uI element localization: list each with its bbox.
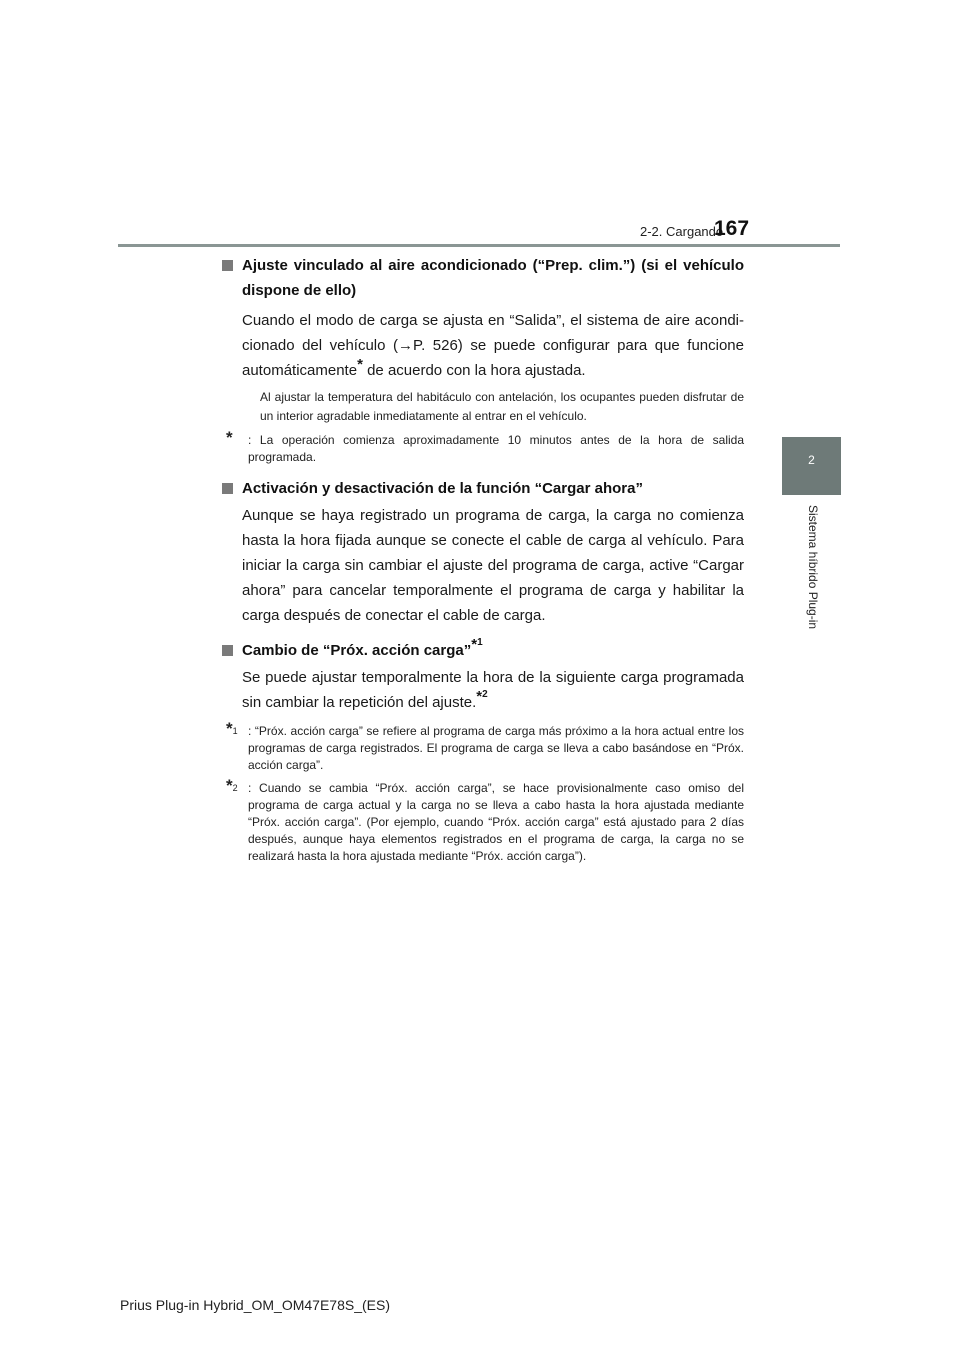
chapter-number: 2 bbox=[808, 453, 815, 467]
section-body bbox=[242, 308, 744, 383]
footnote-marker: * bbox=[226, 428, 233, 447]
footnote-number: 1 bbox=[477, 637, 483, 648]
document-footer: Prius Plug-in Hybrid_OM_OM47E78S_(ES) bbox=[120, 1297, 390, 1313]
footnote-marker bbox=[226, 720, 238, 740]
body-text: de acuerdo con la hora ajustada. bbox=[362, 362, 586, 379]
section-title: 2-2. Cargando bbox=[640, 224, 724, 239]
footnote-star: * bbox=[226, 719, 233, 738]
section-body: Aunque se haya registrado un programa de carga, la carga no comienza hasta la hora fijada aunque se conecte el cable de carga al vehículo. Para iniciar la carga sin cambiar el ajuste del programa de carga, active “Cargar ahora” para cancelar temporalmente el programa de carga y habilitar la carga después de conectar el cable de carga. bbox=[242, 507, 744, 624]
page-number: 167 bbox=[714, 217, 750, 240]
section-body bbox=[242, 665, 744, 715]
footnote bbox=[226, 428, 744, 466]
page-reference[interactable]: P. 526) se puede configurar para que funcione automáticamente bbox=[242, 337, 744, 379]
section-heading bbox=[218, 638, 744, 663]
page-content bbox=[218, 253, 744, 865]
square-bullet-icon bbox=[222, 645, 233, 656]
header-divider bbox=[118, 244, 840, 247]
body-text: Se puede ajustar temporalmente la hora de la siguiente carga programada sin cambiar la repetición del ajuste. bbox=[242, 669, 744, 711]
footnote-number: 2 bbox=[232, 783, 238, 793]
section-heading bbox=[218, 253, 744, 303]
footnote-marker: * bbox=[357, 356, 363, 373]
square-bullet-icon bbox=[222, 483, 233, 494]
section-heading bbox=[218, 476, 744, 501]
body-text: Cuando el modo de carga se ajusta en “Salida”, el sistema de aire acondi-cionado del vehículo ( bbox=[242, 312, 744, 354]
footnote-marker bbox=[226, 777, 238, 797]
section-heading-text: Activación y desactivación de la función “Cargar ahora” bbox=[242, 480, 643, 497]
footnote bbox=[226, 776, 744, 865]
footnote-text: : Cuando se cambia “Próx. acción carga”, se hace provisionalmente caso omiso del programa de carga actual y la carga no se lleva a cabo hasta la hora ajustada mediante “Próx. acción carga”. (Por ejemplo, cuando “Próx. acción carga” está ajustado para 2 días después, aunque haya elementos registrados en el programa de carga, la carga no se realizará hasta la hora ajustada mediante “Próx. acción carga”). bbox=[248, 781, 744, 863]
square-bullet-icon bbox=[222, 260, 233, 271]
arrow-icon: → bbox=[398, 337, 414, 354]
section-heading-text: Cambio de “Próx. acción carga” bbox=[242, 642, 472, 659]
footnote-text: : La operación comienza aproximadamente 10 minutos antes de la hora de salida programada. bbox=[248, 433, 744, 464]
footnote-text: : “Próx. acción carga” se refiere al programa de carga más próximo a la hora actual entre los programas de carga registrados. El programa de carga se lleva a cabo basándose en “Próx. acción carga”. bbox=[248, 724, 744, 772]
section-heading-text: Ajuste vinculado al aire acondicionado (“Prep. clim.”) (si el vehículo dispone de ello) bbox=[242, 257, 744, 299]
footnote-marker: * bbox=[471, 636, 478, 653]
footnote-star: * bbox=[226, 776, 233, 795]
footnote bbox=[226, 719, 744, 774]
footnote-number: 2 bbox=[482, 689, 488, 700]
footnote-marker: * bbox=[476, 688, 483, 705]
chapter-tab[interactable] bbox=[782, 437, 841, 495]
footnote-number: 1 bbox=[232, 726, 238, 736]
chapter-label: Sistema híbrido Plug-in bbox=[806, 505, 820, 630]
note-text: Al ajustar la temperatura del habitáculo con antelación, los ocupantes pueden disfrutar de un interior agradable inmediatamente al entrar en el vehículo. bbox=[260, 390, 744, 423]
